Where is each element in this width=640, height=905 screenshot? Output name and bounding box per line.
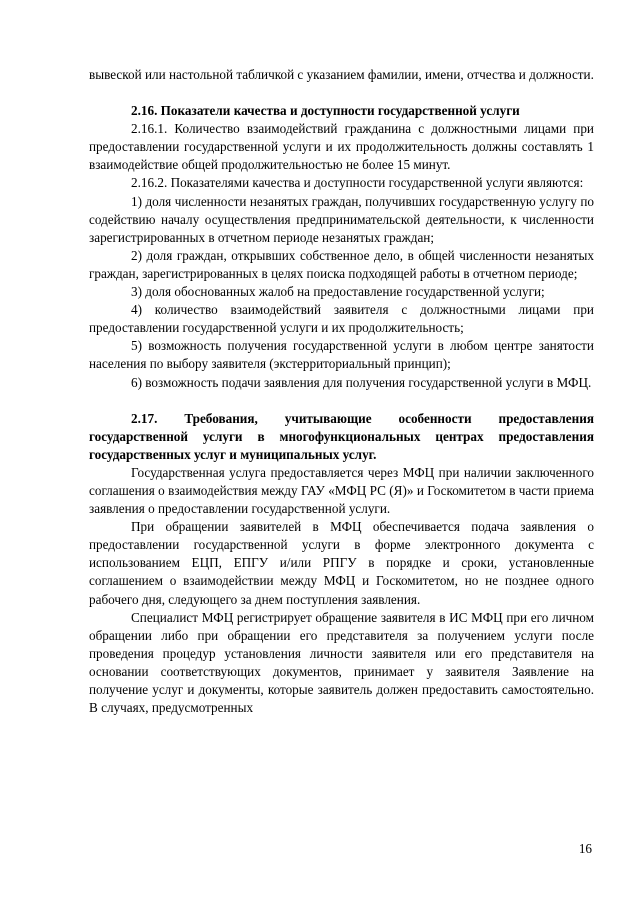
list-item-4: 4) количество взаимодействий заявителя с должностными лицами при предоставлении государственной услуги и их продолжительность; (89, 302, 594, 336)
list-item-1: 1) доля численности незанятых граждан, получивших государственную услугу по содействию началу осуществления предпринимательской деятельности, к численности зарегистрированных в отчетном периоде незанятых граждан; (89, 193, 594, 245)
paragraph-mfc-submission: При обращении заявителей в МФЦ обеспечивается подача заявления о предоставлении государственной услуги в форме электронного документа с использованием ЕЦП, ЕПГУ и/или РПГУ в порядке и сроки, установленные соглашением о взаимодействии между МФЦ и Госкомитетом, но не позднее одного рабочего дня, следующего за днем поступления заявления. (89, 519, 594, 607)
list-item-5: 5) возможность получения государственной услуги в любом центре занятости населения по выбору заявителя (экстерриториальный принцип); (89, 338, 594, 372)
paragraph-intro-continuation: вывеской или настольной табличкой с указанием фамилии, имени, отчества и должности. (89, 67, 594, 82)
list-item-6: 6) возможность подачи заявления для получения государственной услуги в МФЦ. (131, 374, 592, 390)
section-heading-2-16: 2.16. Показатели качества и доступности государственной услуги (131, 103, 520, 119)
page-number: 16 (578, 841, 592, 856)
list-item-3: 3) доля обоснованных жалоб на предоставление государственной услуги; (131, 284, 545, 300)
list-item-2: 2) доля граждан, открывших собственное дело, в общей численности незанятых граждан, зарегистрированных в целях поиска подходящей работы в отчетном периоде; (89, 247, 594, 281)
document-body (89, 66, 594, 717)
paragraph-2-16-2: 2.16.2. Показателями качества и доступности государственной услуги являются: (131, 175, 584, 191)
spacer (89, 84, 594, 102)
paragraph-2-16-1: 2.16.1. Количество взаимодействий гражданина с должностными лицами при предоставлении государственной услуги и их продолжительность должны составлять 1 взаимодействие общей продолжительностью не более 15 минут. (89, 121, 594, 173)
paragraph-mfc-service: Государственная услуга предоставляется через МФЦ при наличии заключенного соглашения о взаимодействия между ГАУ «МФЦ РС (Я)» и Госкомитетом в части приема заявления о предоставлении государственной услуги. (89, 464, 594, 517)
spacer (89, 392, 594, 410)
section-heading-2-17: 2.17. Требования, учитывающие особенности предоставления государственной услуги в многофункциональных центрах предоставления государственных услуг и муниципальных услуг. (89, 410, 594, 462)
paragraph-mfc-specialist: Специалист МФЦ регистрирует обращение заявителя в ИС МФЦ при его личном обращении либо при обращении его представителя за получением услуги после проведения процедур установления личности заявителя или его представителя на основании соответствующих документов, принимает у заявителя Заявление на получение услуг и документы, которые заявитель должен предоставить самостоятельно. В случаях, предусмотренных (89, 609, 594, 716)
